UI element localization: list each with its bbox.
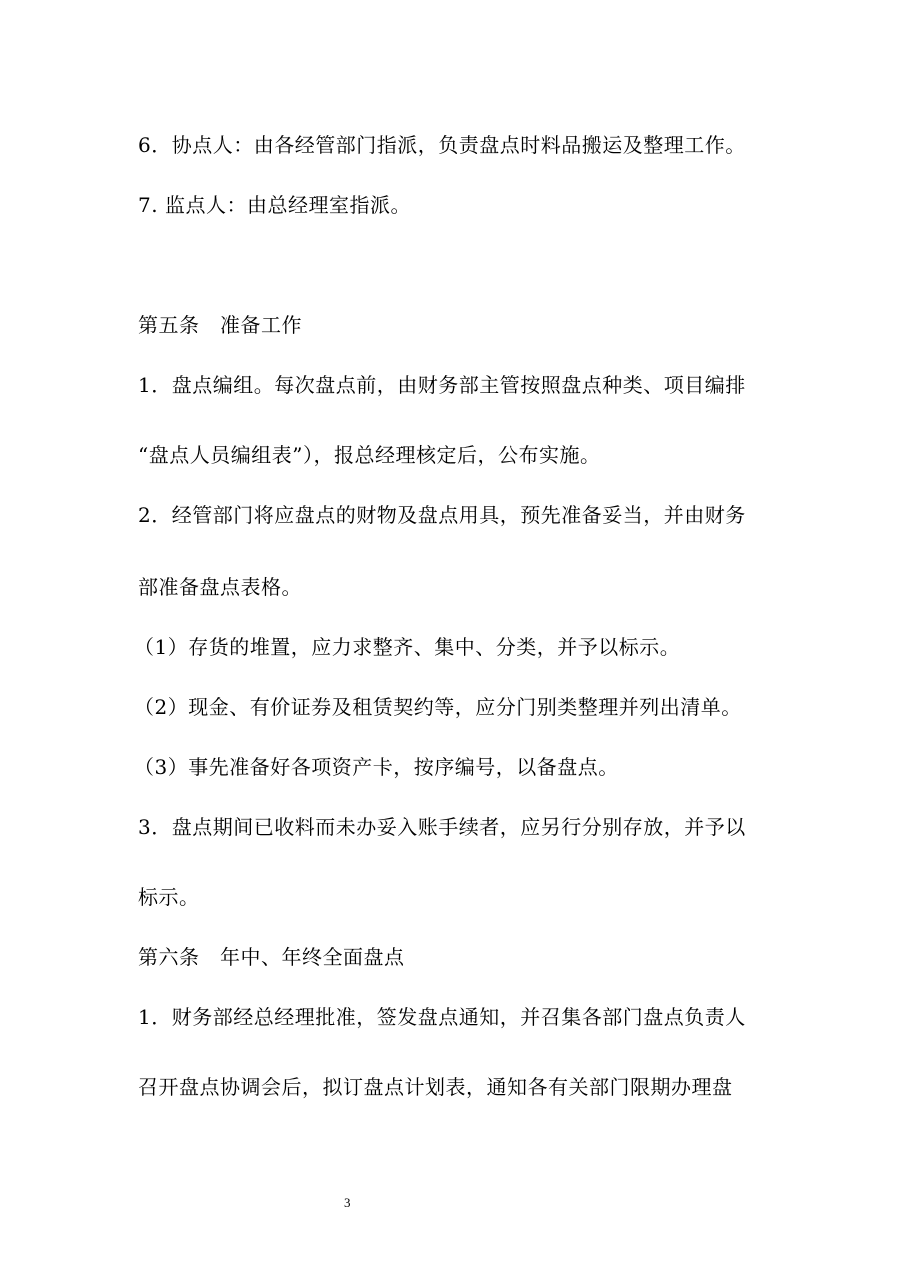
text-line-full-inventory: 1．财务部经总经理批准，签发盘点通知，并召集各部门盘点负责人 [138, 1005, 746, 1029]
text-line-sub-item-2: （2）现金、有价证券及租赁契约等，应分门别类整理并列出清单。 [134, 695, 742, 719]
section-heading-article-6: 第六条 年中、年终全面盘点 [138, 945, 405, 969]
text-line-sub-item-3: （3）事先准备好各项资产卡，按序编号，以备盘点。 [134, 755, 619, 779]
text-line-preparation: 2．经管部门将应盘点的财物及盘点用具，预先准备妥当，并由财务 [138, 503, 746, 527]
text-line-item-7-supervisor: 7. 监点人：由总经理室指派。 [138, 193, 411, 217]
text-line-received-goods: 3．盘点期间已收料而未办妥入账手续者，应另行分别存放，并予以 [138, 815, 746, 839]
text-line-item-6-assistant: 6．协点人：由各经管部门指派，负责盘点时料品搬运及整理工作。 [138, 133, 746, 157]
section-heading-article-5: 第五条 准备工作 [138, 313, 302, 337]
text-line-grouping-cont: “盘点人员编组表”），报总经理核定后，公布实施。 [138, 443, 601, 467]
text-line-sub-item-1: （1）存货的堆置，应力求整齐、集中、分类，并予以标示。 [134, 635, 681, 659]
text-line-full-inventory-cont: 召开盘点协调会后，拟订盘点计划表，通知各有关部门限期办理盘 [138, 1075, 733, 1099]
text-line-received-goods-cont: 标示。 [138, 885, 200, 909]
page-number: 3 [344, 1195, 351, 1210]
text-line-preparation-cont: 部准备盘点表格。 [138, 575, 302, 599]
text-line-grouping: 1．盘点编组。每次盘点前，由财务部主管按照盘点种类、项目编排 [138, 373, 746, 397]
